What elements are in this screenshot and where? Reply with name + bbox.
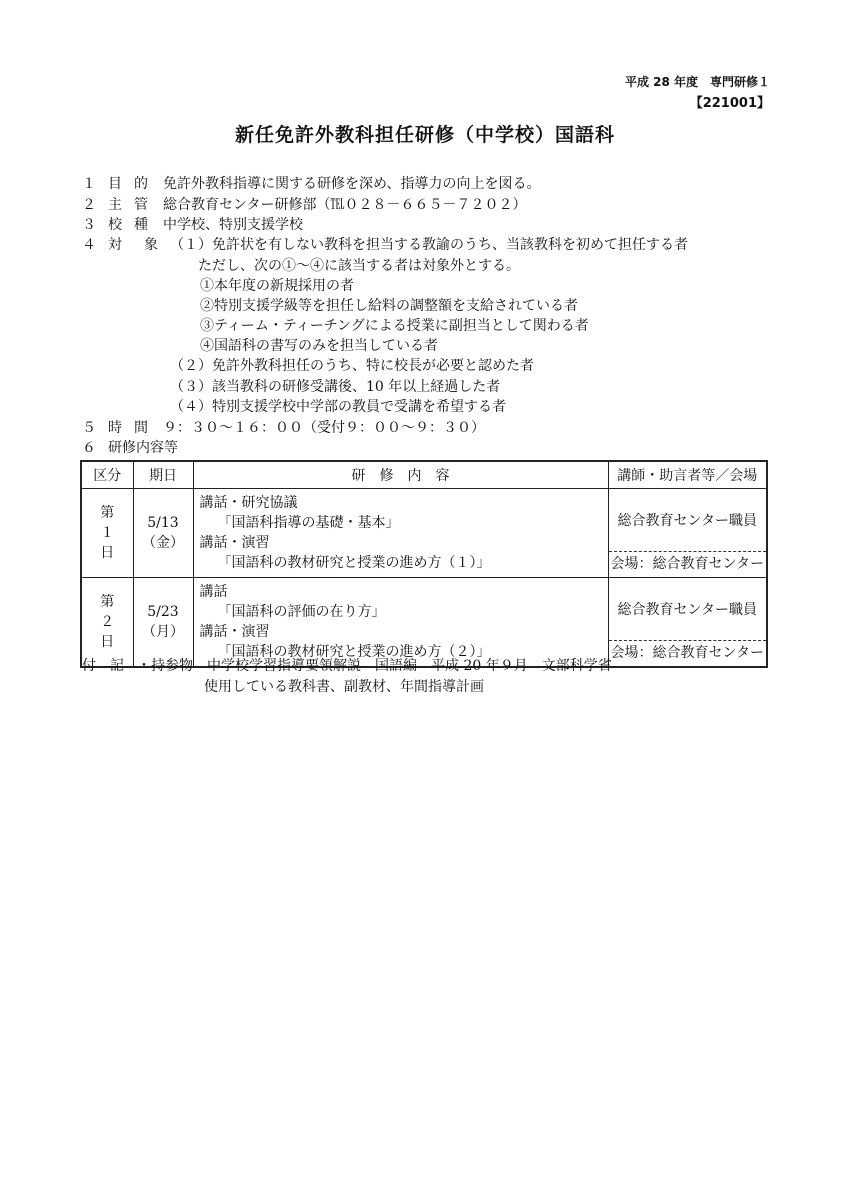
session-title: 「国語科指導の基礎・基本」 [217,515,400,531]
item-time-text: ９：３０～１６：００（受付９：００～９：３０） [163,420,485,436]
date-cell [133,578,193,668]
item-time-label: 時間 [108,420,160,436]
page-title: 新任免許外教科担任研修（中学校）国語科 [234,124,615,146]
date-value: 5/13 [147,515,179,531]
session-title: 「国語科の教材研究と授業の進め方（２）」 [217,644,491,660]
item-school-type-text: 中学校、特別支援学校 [163,217,303,233]
year-course-label: 平成 28 年度 専門研修１ [624,75,770,89]
item-organizer-text: 総合教育センター研修部（℡０２８－６６５－７２０２） [163,197,527,213]
day-cell [81,578,133,668]
content-cell [193,489,608,578]
table-row [81,578,767,668]
content-cell [193,578,608,668]
schedule-table [80,460,768,668]
venue: 会場：総合教育センター [610,644,764,661]
venue: 会場：総合教育センター [610,555,764,572]
date-cell [133,489,193,578]
table-row [81,489,767,578]
target-4: （４）特別支援学校中学部の教員で受講を希望する者 [170,399,506,415]
item-school-type-label: 校種 [108,217,160,233]
notes-line-2: 使用している教科書、副教材、年間指導計画 [204,679,484,695]
notes-label: 付 記 [82,658,124,674]
weekday-value: （月） [142,624,184,640]
header-content: 研 修 内 容 [193,461,608,489]
target-3: （３）該当教科の研修受講後、10 年以上経過した者 [170,379,501,395]
session-type: 講話・演習 [199,535,270,551]
item-purpose-text: 免許外教科指導に関する研修を深め、指導力の向上を図る。 [163,176,541,192]
session-type: 講話・演習 [199,624,270,640]
target-1-note: ただし、次の①～④に該当する者は対象外とする。 [198,258,520,274]
item-organizer-label: 主管 [108,197,160,213]
session-type: 講話・研究協議 [199,495,298,511]
item-time-num: ５ [82,420,96,436]
day-cell [81,489,133,578]
target-2: （２）免許外教科担任のうち、特に校長が必要と認めた者 [170,358,534,374]
header-lecturer: 講師・助言者等／会場 [608,461,767,489]
target-1: （１）免許状を有しない教科を担当する教諭のうち、当該教科を初めて担任する者 [170,237,688,253]
item-target-num: ４ [82,237,96,253]
lecturer-name: 総合教育センター職員 [609,489,767,552]
notes-line-1: ・持参物 中学校学習指導要領解説 国語編 平成 20 年９月 文部科学省 [137,658,612,674]
item-content-label: 研修内容等 [108,440,178,456]
lecturer-name: 総合教育センター職員 [609,578,767,641]
item-purpose-num: １ [82,176,96,192]
exclusion-1: ①本年度の新規採用の者 [200,278,354,294]
item-school-type-num: ３ [82,217,96,233]
item-purpose-label: 目的 [108,176,160,192]
item-target-label: 対象 [108,237,180,253]
session-title: 「国語科の評価の在り方」 [217,604,386,620]
day-char: １ [100,525,115,541]
date-value: 5/23 [147,604,179,620]
lecturer-cell [608,489,767,578]
item-content-num: ６ [82,440,96,456]
exclusion-4: ④国語科の書写のみを担当している者 [200,338,438,354]
table-header-row [81,461,767,489]
day-char: 第 [100,505,115,521]
day-char: 日 [100,634,115,650]
header-date: 期日 [133,461,193,489]
item-organizer-num: ２ [82,197,96,213]
session-type: 講話 [199,584,228,600]
exclusion-3: ③ティーム・ティーチングによる授業に副担当として関わる者 [200,318,589,334]
day-char: 第 [100,594,115,610]
header-division: 区分 [81,461,133,489]
course-code: 【221001】 [689,96,770,111]
weekday-value: （金） [142,535,184,551]
exclusion-2: ②特別支援学級等を担任し給料の調整額を支給されている者 [200,298,578,314]
lecturer-cell [608,578,767,668]
day-char: ２ [100,614,115,630]
day-char: 日 [100,545,115,561]
session-title: 「国語科の教材研究と授業の進め方（１）」 [217,555,491,571]
